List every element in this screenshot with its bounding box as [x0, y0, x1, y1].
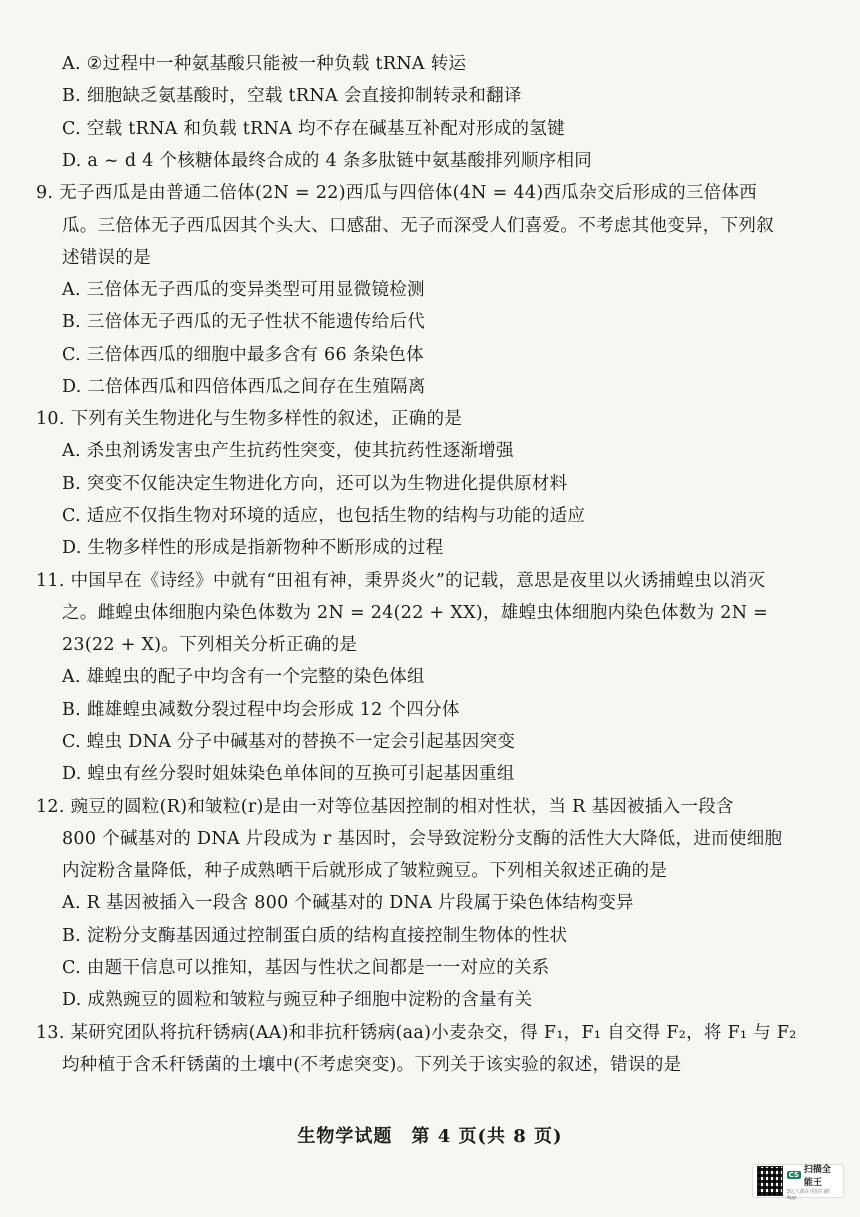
answer-option: D. 蝗虫有丝分裂时姐妹染色单体间的互换可引起基因重组: [62, 764, 515, 784]
answer-option: D. 成熟豌豆的圆粒和皱粒与豌豆种子细胞中淀粉的含量有关: [62, 990, 533, 1010]
answer-option: C. 三倍体西瓜的细胞中最多含有 66 条染色体: [62, 345, 424, 365]
cs-logo-icon: CS: [788, 1170, 799, 1179]
answer-option: C. 蝗虫 DNA 分子中碱基对的替换不一定会引起基因突变: [62, 732, 516, 752]
question-text-continued: 800 个碱基对的 DNA 片段成为 r 基因时，会导致淀粉分支酶的活性大大降低，进而使细胞: [62, 829, 783, 849]
badge-subtitle: 3亿人都在用的扫描App: [786, 1188, 830, 1201]
answer-option: B. 雌雄蝗虫减数分裂过程中均会形成 12 个四分体: [62, 700, 460, 720]
question-stem: 13. 某研究团队将抗秆锈病(AA)和非抗秆锈病(aa)小麦杂交，得 F₁，F₁ 自交得 F₂，将 F₁ 与 F₂: [36, 1023, 797, 1043]
question-text-continued: 述错误的是: [62, 248, 151, 268]
qr-code-icon: [757, 1166, 783, 1196]
answer-option: A. 杀虫剂诱发害虫产生抗药性突变，使其抗药性逐渐增强: [62, 441, 514, 461]
question-stem: 10. 下列有关生物进化与生物多样性的叙述，正确的是: [36, 409, 463, 429]
scanner-watermark: [752, 1164, 844, 1201]
answer-option: A. 三倍体无子西瓜的变异类型可用显微镜检测: [62, 280, 425, 300]
badge-title: 扫描全能王: [803, 1164, 831, 1188]
answer-option: B. 淀粉分支酶基因通过控制蛋白质的结构直接控制生物体的性状: [62, 926, 568, 946]
question-stem: 11. 中国早在《诗经》中就有“田祖有神，秉畀炎火”的记载，意思是夜里以火诱捕蝗虫以消灭: [36, 571, 766, 591]
answer-option: A. 雄蝗虫的配子中均含有一个完整的染色体组: [62, 667, 425, 687]
question-text-continued: 均种植于含禾秆锈菌的土壤中(不考虑突变)。下列关于该实验的叙述，错误的是: [62, 1055, 682, 1075]
answer-option: D. 二倍体西瓜和四倍体西瓜之间存在生殖隔离: [62, 377, 426, 397]
question-text-continued: 内淀粉含量降低，种子成熟晒干后就形成了皱粒豌豆。下列相关叙述正确的是: [62, 861, 668, 881]
answer-option: A. R 基因被插入一段含 800 个碱基对的 DNA 片段属于染色体结构变异: [62, 893, 634, 913]
answer-option: A. ②过程中一种氨基酸只能被一种负载 tRNA 转运: [62, 54, 467, 74]
answer-option: C. 由题干信息可以推知，基因与性状之间都是一一对应的关系: [62, 958, 550, 978]
answer-option: B. 三倍体无子西瓜的无子性状不能遗传给后代: [62, 312, 426, 332]
answer-option: D. a ~ d 4 个核糖体最终合成的 4 条多肽链中氨基酸排列顺序相同: [62, 151, 593, 171]
question-stem: 12. 豌豆的圆粒(R)和皱粒(r)是由一对等位基因控制的相对性状，当 R 基因被插入一段含: [36, 797, 734, 817]
page-footer: 生物学试题 第 4 页(共 8 页): [297, 1126, 563, 1147]
answer-option: B. 细胞缺乏氨基酸时，空载 tRNA 会直接抑制转录和翻译: [62, 86, 522, 106]
answer-option: D. 生物多样性的形成是指新物种不断形成的过程: [62, 538, 444, 558]
answer-option: B. 突变不仅能决定生物进化方向，还可以为生物进化提供原材料: [62, 474, 568, 494]
question-text-continued: 瓜。三倍体无子西瓜因其个头大、口感甜、无子而深受人们喜爱。不考虑其他变异，下列叙: [62, 216, 774, 236]
question-text-continued: 之。雌蝗虫体细胞内染色体数为 2N = 24(22 + XX)，雄蝗虫体细胞内染色体数为 2N =: [62, 603, 769, 623]
question-text-continued: 23(22 + X)。下列相关分析正确的是: [62, 635, 358, 655]
answer-option: C. 空载 tRNA 和负载 tRNA 均不存在碱基互补配对形成的氢键: [62, 119, 565, 139]
answer-option: C. 适应不仅指生物对环境的适应，也包括生物的结构与功能的适应: [62, 506, 586, 526]
question-stem: 9. 无子西瓜是由普通二倍体(2N = 22)西瓜与四倍体(4N = 44)西瓜杂交后形成的三倍体西: [36, 183, 758, 203]
